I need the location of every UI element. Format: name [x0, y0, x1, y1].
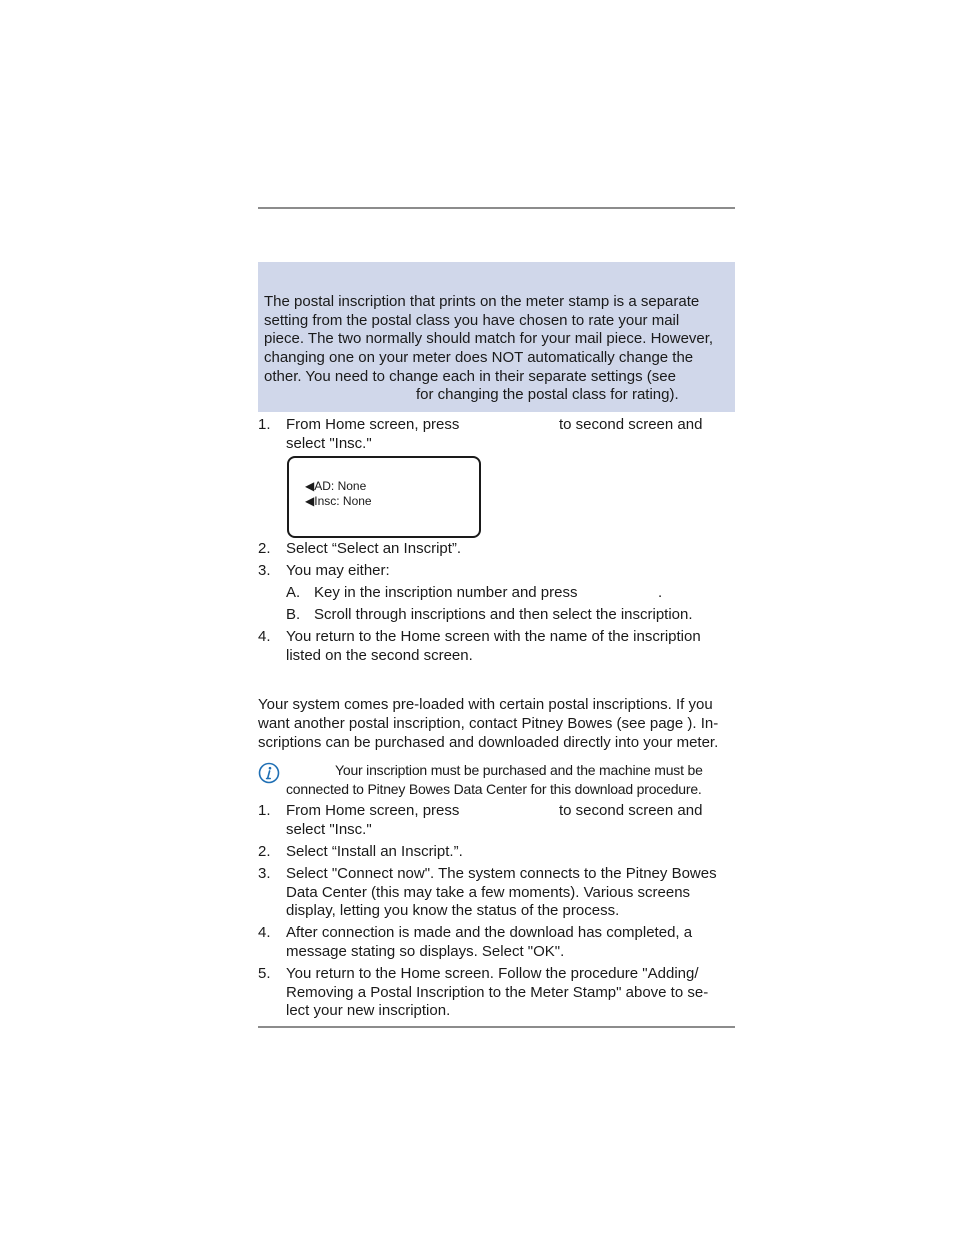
s1-step3-number: 3.	[258, 562, 271, 579]
s1-step3a-tail: .	[658, 584, 663, 601]
s2-step2-number: 2.	[258, 843, 271, 860]
s1-step3a-letter: A.	[286, 584, 301, 601]
s2-step5-number: 5.	[258, 965, 271, 982]
s2-step1-text-b: to second screen and	[559, 802, 703, 819]
bottom-divider	[258, 1026, 735, 1028]
s2-step4-text-1: After connection is made and the download has completed, a	[286, 924, 693, 941]
s2-step4-number: 4.	[258, 924, 271, 941]
info-icon	[258, 762, 280, 784]
s1-step1-number: 1.	[258, 416, 271, 433]
s1-step1-text-a: From Home screen, press	[286, 416, 460, 433]
s2-step1-text-c: select "Insc."	[286, 821, 372, 838]
s1-step2-number: 2.	[258, 540, 271, 557]
note-line-6: for changing the postal class for rating).	[416, 386, 679, 403]
s2-para-line-1: Your system comes pre-loaded with certain postal inscriptions. If you	[258, 696, 713, 713]
s2-step5-text-3: lect your new inscription.	[286, 1002, 451, 1019]
s2-step3-text-1: Select "Connect now". The system connects to the Pitney Bowes	[286, 865, 717, 882]
s2-step1-number: 1.	[258, 802, 271, 819]
s1-step3b-text: Scroll through inscriptions and then select the inscription.	[314, 606, 693, 623]
s1-step4-number: 4.	[258, 628, 271, 645]
note-line-4: changing one on your meter does NOT automatically change the	[264, 349, 694, 366]
note-line-5: other. You need to change each in their separate settings (see	[264, 368, 676, 385]
note-line-2: setting from the postal class you have chosen to rate your mail	[264, 312, 680, 329]
s2-step3-text-2: Data Center (this may take a few moments). Various screens	[286, 884, 691, 901]
s2-para-line-3: scriptions can be purchased and downloaded directly into your meter.	[258, 734, 719, 751]
note-line-1: The postal inscription that prints on the meter stamp is a separate	[264, 293, 700, 310]
s1-step3b-letter: B.	[286, 606, 301, 623]
s2-para-line-2: want another postal inscription, contact Pitney Bowes (see page ). In-	[258, 715, 719, 732]
screen-line-ad: ◀AD: None	[305, 479, 367, 493]
note-line-3: piece. The two normally should match for your mail piece. However,	[264, 330, 714, 347]
top-divider	[258, 207, 735, 209]
s2-step1-text-a: From Home screen, press	[286, 802, 460, 819]
s1-step2-text: Select “Select an Inscript”.	[286, 540, 462, 557]
s1-step4-text-2: listed on the second screen.	[286, 647, 473, 664]
s1-step3-text: You may either:	[286, 562, 390, 579]
s2-note-line-1: Your inscription must be purchased and the machine must be	[335, 762, 703, 778]
s2-step4-text-2: message stating so displays. Select "OK".	[286, 943, 565, 960]
s2-note-line-2: connected to Pitney Bowes Data Center for this download procedure.	[286, 781, 702, 797]
s1-step1-text-c: select "Insc."	[286, 435, 372, 452]
s1-step3a-text: Key in the inscription number and press	[314, 584, 578, 601]
s1-step4-text-1: You return to the Home screen with the name of the inscription	[286, 628, 701, 645]
s2-step2-text: Select “Install an Inscript.”.	[286, 843, 463, 860]
s2-step3-text-3: display, letting you know the status of the process.	[286, 902, 620, 919]
s1-step1-text-b: to second screen and	[559, 416, 703, 433]
s2-step5-text-2: Removing a Postal Inscription to the Meter Stamp" above to se-	[286, 984, 709, 1001]
screen-line-insc: ◀Insc: None	[305, 494, 372, 508]
s2-step5-text-1: You return to the Home screen. Follow the procedure "Adding/	[286, 965, 699, 982]
s2-step3-number: 3.	[258, 865, 271, 882]
